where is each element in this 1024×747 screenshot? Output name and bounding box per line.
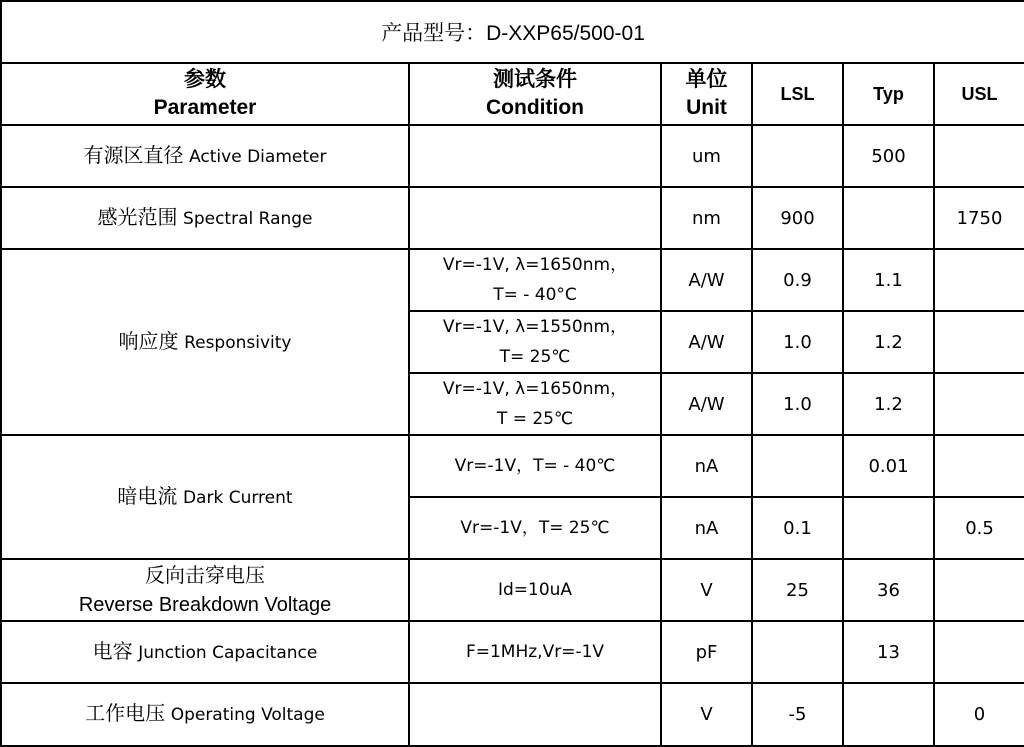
unit-cell: um	[661, 125, 752, 187]
header-row	[1, 63, 1024, 125]
param-en: Active Diameter	[189, 146, 327, 167]
title-row	[1, 1, 1024, 63]
typ-cell: 1.2	[843, 311, 934, 373]
typ-cell: 1.2	[843, 373, 934, 435]
condition-cell: F=1MHz,Vr=-1V	[409, 621, 661, 683]
lsl-cell: 1.0	[752, 311, 843, 373]
header-parameter	[1, 63, 409, 125]
typ-cell	[843, 497, 934, 559]
usl-cell	[934, 559, 1024, 621]
unit-cell: A/W	[661, 311, 752, 373]
lsl-cell: 900	[752, 187, 843, 249]
lsl-cell	[752, 621, 843, 683]
param-cn: 反向击穿电压	[145, 565, 265, 587]
param-cell	[1, 249, 409, 435]
table-row-active-diameter	[1, 125, 1024, 187]
product-model-title: 产品型号：D-XXP65/500-01	[1, 1, 1024, 63]
typ-cell: 13	[843, 621, 934, 683]
param-cn: 暗电流	[117, 485, 178, 508]
param-cell	[1, 683, 409, 746]
param-cn: 感光范围	[97, 206, 178, 229]
param-cell	[1, 621, 409, 683]
unit-cell: nm	[661, 187, 752, 249]
lsl-cell: 0.9	[752, 249, 843, 311]
unit-cell: A/W	[661, 249, 752, 311]
header-condition-cn: 测试条件	[493, 68, 577, 91]
condition-cell: Id=10uA	[409, 559, 661, 621]
condition-line-1: Vr=-1V, λ=1650nm，	[442, 379, 628, 399]
param-cell	[1, 125, 409, 187]
param-cn: 有源区直径	[83, 144, 184, 167]
typ-cell	[843, 683, 934, 746]
header-unit	[661, 63, 752, 125]
param-cell	[1, 435, 409, 559]
condition-cell: Vr=-1V，T= 25℃	[409, 497, 661, 559]
table-row-spectral-range	[1, 187, 1024, 249]
param-cn: 响应度	[118, 330, 179, 353]
param-cell	[1, 187, 409, 249]
unit-cell: nA	[661, 497, 752, 559]
unit-cell: V	[661, 683, 752, 746]
condition-line-2: T= 25℃	[499, 347, 571, 367]
param-en: Responsivity	[184, 332, 292, 353]
lsl-cell: 1.0	[752, 373, 843, 435]
typ-cell: 500	[843, 125, 934, 187]
header-usl: USL	[934, 63, 1024, 125]
condition-cell	[409, 249, 661, 311]
condition-cell	[409, 187, 661, 249]
condition-cell	[409, 311, 661, 373]
usl-cell: 0.5	[934, 497, 1024, 559]
condition-cell	[409, 683, 661, 746]
usl-cell	[934, 373, 1024, 435]
lsl-cell	[752, 125, 843, 187]
typ-cell: 1.1	[843, 249, 934, 311]
condition-line-2: T = 25℃	[496, 409, 574, 429]
lsl-cell	[752, 435, 843, 497]
usl-cell	[934, 311, 1024, 373]
header-lsl: LSL	[752, 63, 843, 125]
lsl-cell: -5	[752, 683, 843, 746]
header-parameter-cn: 参数	[184, 68, 226, 91]
condition-line-1: Vr=-1V, λ=1650nm，	[442, 255, 628, 275]
usl-cell: 0	[934, 683, 1024, 746]
table-row-responsivity-1	[1, 249, 1024, 311]
typ-cell: 36	[843, 559, 934, 621]
usl-cell	[934, 249, 1024, 311]
param-cn: 工作电压	[85, 703, 166, 725]
lsl-cell: 25	[752, 559, 843, 621]
param-cell	[1, 559, 409, 621]
header-typ: Typ	[843, 63, 934, 125]
condition-line-1: Vr=-1V, λ=1550nm，	[442, 317, 628, 337]
param-en: Dark Current	[182, 487, 293, 508]
header-parameter-en: Parameter	[153, 96, 257, 119]
usl-cell	[934, 621, 1024, 683]
typ-cell: 0.01	[843, 435, 934, 497]
condition-cell	[409, 125, 661, 187]
header-unit-en: Unit	[686, 96, 727, 119]
typ-cell	[843, 187, 934, 249]
table-row-breakdown-voltage	[1, 559, 1024, 621]
param-en: Operating Voltage	[170, 705, 325, 725]
usl-cell	[934, 435, 1024, 497]
header-condition-en: Condition	[486, 96, 584, 119]
table-row-operating-voltage	[1, 683, 1024, 746]
condition-line-2: T= - 40°C	[493, 285, 577, 305]
param-cn: 电容	[92, 640, 133, 663]
header-condition	[409, 63, 661, 125]
param-en: Junction Capacitance	[138, 642, 318, 663]
condition-cell: Vr=-1V，T= - 40℃	[409, 435, 661, 497]
usl-cell: 1750	[934, 187, 1024, 249]
param-en: Reverse Breakdown Voltage	[78, 594, 332, 616]
header-unit-cn: 单位	[685, 68, 728, 91]
lsl-cell: 0.1	[752, 497, 843, 559]
usl-cell	[934, 125, 1024, 187]
param-en: Spectral Range	[183, 208, 313, 229]
table-row-junction-capacitance	[1, 621, 1024, 683]
unit-cell: A/W	[661, 373, 752, 435]
unit-cell: pF	[661, 621, 752, 683]
condition-cell	[409, 373, 661, 435]
unit-cell: V	[661, 559, 752, 621]
table-row-dark-current-1	[1, 435, 1024, 497]
unit-cell: nA	[661, 435, 752, 497]
